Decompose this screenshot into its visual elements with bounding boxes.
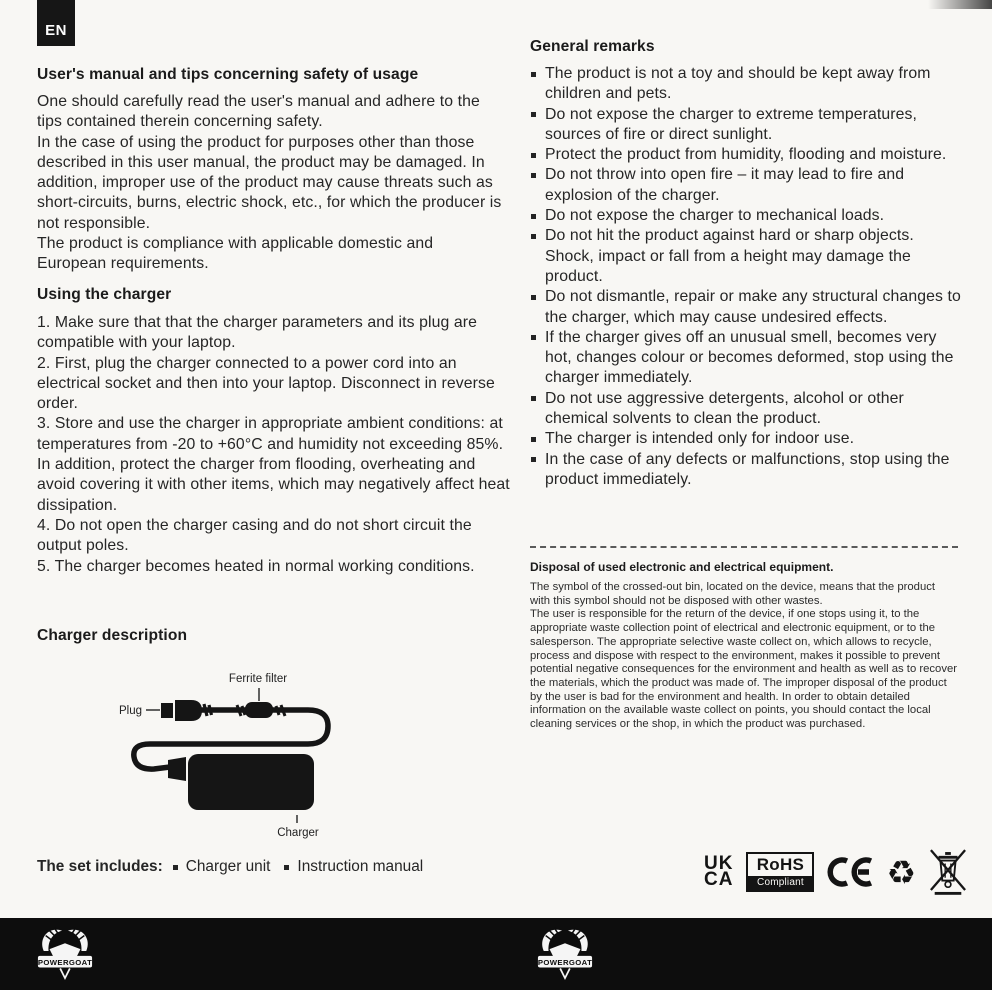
safety-paragraph: In the case of using the product for purposes other than those described in this user manual, the product may be damaged. In addition, improper use of the product may cause threats such as short-circuits, burns, electric shock, etc., for which the producer is not responsible. [37, 133, 502, 232]
plug-body [175, 700, 202, 721]
remark-item [530, 328, 966, 389]
square-bullet-icon [531, 153, 536, 158]
charger-label: Charger [277, 827, 319, 839]
remark-item [530, 64, 966, 105]
remark-item [530, 389, 966, 430]
set-includes-item-label: Instruction manual [297, 858, 424, 875]
remark-item [530, 105, 966, 146]
square-bullet-icon [531, 112, 536, 117]
remark-text: Do not dismantle, repair or make any structural changes to the charger, which may cause undesired effects. [545, 288, 961, 326]
square-bullet-icon [531, 234, 536, 239]
square-bullet-icon [531, 396, 536, 401]
remark-item [530, 429, 966, 449]
dc-connector [168, 757, 186, 781]
remark-text: The charger is intended only for indoor use. [545, 430, 855, 448]
square-bullet-icon [531, 335, 536, 340]
square-bullet-icon [531, 173, 536, 178]
square-bullet-icon [531, 295, 536, 300]
set-includes-label: The set includes: [37, 858, 163, 875]
ce-mark-icon [827, 857, 873, 887]
remark-text: Do not use aggressive detergents, alcohol or other chemical solvents to clean the product. [545, 389, 904, 428]
remark-text: Do not expose the charger to extreme temperatures, sources of fire or direct sunlight. [545, 105, 918, 143]
language-badge [37, 0, 75, 46]
safety-section-heading: User's manual and tips concerning safety of usage [37, 66, 419, 83]
set-includes-item [284, 858, 423, 876]
language-badge-label: EN [45, 22, 67, 39]
scan-smudge [928, 0, 992, 9]
ferrite-filter-label: Ferrite filter [228, 673, 288, 685]
remarks-bullet-list [530, 64, 966, 490]
certification-marks [704, 843, 967, 901]
disposal-paragraph: The symbol of the crossed-out bin, located on the device, means that the product with this symbol should not be disposed with other wastes. [530, 581, 936, 607]
charger-body [188, 754, 314, 810]
remark-item [530, 206, 966, 226]
powergoat-logo [36, 923, 94, 986]
rohs-subtitle: Compliant [748, 876, 812, 890]
weee-crossed-bin-icon [929, 847, 967, 897]
ukca-mark [704, 852, 734, 890]
remark-item [530, 450, 966, 491]
square-bullet-icon [531, 457, 536, 462]
using-step: 5. The charger becomes heated in normal working conditions. [37, 557, 475, 575]
safety-paragraph: One should carefully read the user's manual and adhere to the tips contained therein concerning safety. [37, 93, 480, 131]
remark-item [530, 287, 966, 328]
ukca-top-text: UK [704, 852, 734, 874]
remark-text: In the case of any defects or malfunctions, stop using the product immediately. [545, 450, 950, 488]
using-step: 4. Do not open the charger casing and do not short circuit the output poles. [37, 516, 472, 555]
powergoat-logo-text: POWERGOAT [537, 958, 593, 968]
set-includes-item [173, 858, 271, 876]
square-bullet-icon [531, 437, 536, 442]
footer-bar [0, 918, 992, 990]
charger-diagram [80, 664, 450, 849]
disposal-paragraph: The user is responsible for the return of the device, if one stops using it, to the appropriate waste collection point of electrical and electronic equipment, or to the salesperson. The appropriate selective waste collect on, which allows to recycle, process and dispose with respect to the environment, makes it possible to prevent potential negative consequences for the environment and health as well as to recover the materials, which the product was made of. The improper disposal of the product by the user is bad for the environment and health. In order to obtain detailed information on the available waste collect on points, you should contact the local cleaning services or the shop, in which the product was purchased. [530, 608, 958, 731]
rohs-title: RoHS [756, 855, 805, 874]
square-bullet-icon [531, 72, 536, 77]
powergoat-logo-text: POWERGOAT [37, 958, 93, 968]
remarks-section-heading: General remarks [530, 38, 655, 55]
remark-text: Do not throw into open fire – it may lead to fire and explosion of the charger. [545, 166, 905, 204]
using-step: 2. First, plug the charger connected to a power cord into an electrical socket and then into your laptop. Disconnect in reverse order. [37, 354, 495, 413]
square-bullet-icon [531, 214, 536, 219]
safety-section-body [37, 92, 505, 275]
remark-text: Do not expose the charger to mechanical loads. [545, 207, 885, 225]
set-includes-item-label: Charger unit [185, 858, 271, 875]
safety-paragraph: The product is compliance with applicable domestic and European requirements. [37, 235, 434, 273]
ferrite-bead [245, 702, 273, 718]
ukca-bottom-text: CA [704, 869, 734, 890]
plug-label: Plug [118, 705, 142, 717]
remark-item [530, 226, 966, 287]
square-bullet-icon [173, 865, 178, 870]
set-includes-line [37, 858, 437, 876]
using-steps-list [37, 313, 511, 577]
powergoat-logo [536, 923, 594, 986]
using-step: 3. Store and use the charger in appropriate ambient conditions: at temperatures from -20 to +60°C and humidity not exceeding 85%. In addition, protect the charger from flooding, overheating and avoid covering it with other items, which may negatively affect heat dissipation. [37, 415, 510, 514]
remark-text: Protect the product from humidity, flooding and moisture. [545, 146, 947, 164]
plug-pins [161, 703, 173, 718]
remark-text: The product is not a toy and should be kept away from children and pets. [545, 65, 931, 103]
remark-text: Do not hit the product against hard or sharp objects. Shock, impact or fall from a height may damage the product. [545, 227, 914, 285]
using-section-heading: Using the charger [37, 286, 172, 303]
remark-text: If the charger gives off an unusual smell, becomes very hot, changes colour or becomes deformed, stop using the charger immediately. [545, 328, 954, 387]
remark-item [530, 165, 966, 206]
remark-item [530, 145, 966, 165]
using-step: 1. Make sure that that the charger parameters and its plug are compatible with your laptop. [37, 314, 477, 352]
square-bullet-icon [284, 865, 289, 870]
description-section-heading: Charger description [37, 627, 188, 644]
disposal-body [530, 581, 958, 732]
rohs-mark [746, 852, 814, 892]
dashed-divider [530, 546, 958, 548]
recycle-icon: ♻ [886, 853, 917, 891]
disposal-heading: Disposal of used electronic and electrical equipment. [530, 560, 834, 574]
charger-diagram-drawing [80, 664, 450, 849]
